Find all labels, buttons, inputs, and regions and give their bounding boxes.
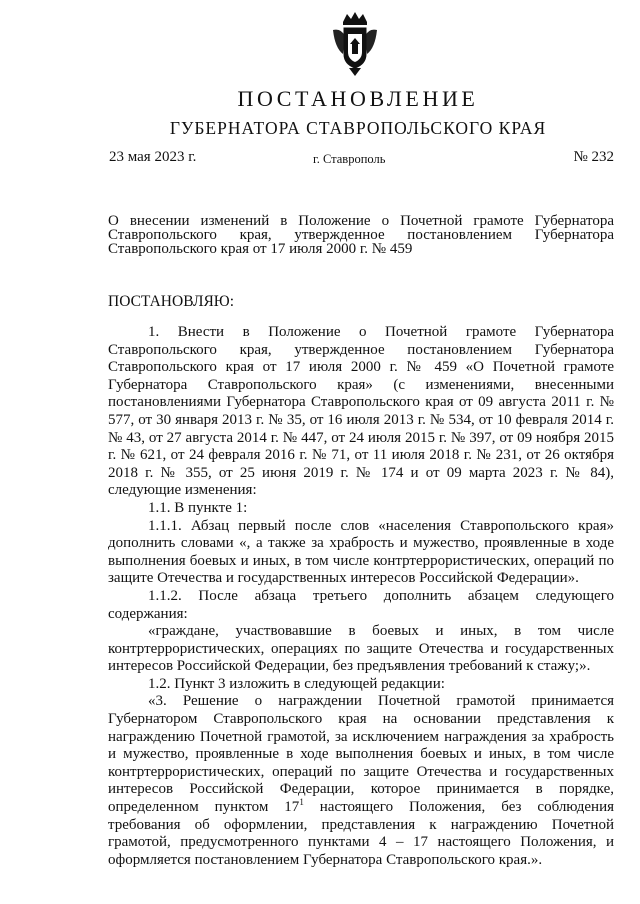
superscript: 1 (299, 797, 304, 808)
document-title: ПОСТАНОВЛЕНИЕ (237, 86, 479, 111)
stavropol-coat-of-arms-icon (331, 10, 379, 76)
document-number: № 232 (573, 149, 614, 165)
paragraph: 1.1.1. Абзац первый после слов «населения Ставропольского края» дополнить словами «, а также за храбрость и мужество, проявленные в ходе выполнения боевых и иных, в том числе контртеррористических, операций по защите Отечества и государственных интересов Российской Федерации». (108, 517, 614, 587)
paragraph: 1.1.2. После абзаца третьего дополнить абзацем следующего содержания: (108, 587, 614, 622)
paragraph: 1.1. В пункте 1: (148, 499, 248, 516)
document-body (108, 324, 614, 869)
document-subject: О внесении изменений в Положение о Почетной грамоте Губернатора Ставропольского края, утвержденное постановлением Губернатора Ставропольского края от 17 июля 2000 г. № 459 (108, 213, 614, 257)
paragraph: 1.2. Пункт 3 изложить в следующей редакции: (148, 675, 445, 692)
paragraph-text: «3. Решение о награждении Почетной грамотой принимается Губернатором Ставропольского края на основании представления к награждению Почетной грамотой, за исключением награждения за храбрость и мужество, проявленные в ходе выполнения боевых и иных, в том числе контртеррористических, операций по защите Отечества и государственных интересов Российской Федерации, которое принимается в порядке, определенном пунктом 17 (108, 693, 614, 816)
resolve-heading: ПОСТАНОВЛЯЮ: (108, 293, 235, 310)
document-subtitle: ГУБЕРНАТОРА СТАВРОПОЛЬСКОГО КРАЯ (169, 118, 547, 138)
paragraph: 1. Внести в Положение о Почетной грамоте Губернатора Ставропольского края, утвержденное постановлением Губернатора Ставропольского края от 17 июля 2000 г. № 459 «О Почетной грамоте Губернатора Ставропольского края» (с изменениями, внесенными постановлениями Губернатора Ставропольского края от 09 августа 2011 г. № 577, от 30 января 2013 г. № 35, от 16 июля 2013 г. № 534, от 10 февраля 2014 г. № 43, от 27 августа 2014 г. № 447, от 24 июля 2015 г. № 397, от 09 ноября 2015 г. № 621, от 24 февраля 2016 г. № 71, от 11 июля 2018 г. № 231, от 26 октября 2018 г. № 355, от 25 июня 2019 г. № 174 и от 09 марта 2023 г. № 84), следующие изменения: (108, 324, 614, 499)
document-date: 23 мая 2023 г. (109, 149, 197, 165)
paragraph (108, 693, 614, 869)
paragraph-text: настоящего Положения, без соблюдения требования об оформлении, представления к награждению Почетной грамотой, предусмотренного пунктами 4 – 17 настоящего Положения, и оформляется постановлением Губернатора Ставропольского края.». (108, 799, 615, 868)
document-city: г. Ставрополь (313, 152, 386, 166)
paragraph: «граждане, участвовавшие в боевых и иных, в том числе контртеррористических, операциях по защите Отечества и государственных интересов Российской Федерации, без предъявления требований к стажу;». (108, 623, 614, 675)
